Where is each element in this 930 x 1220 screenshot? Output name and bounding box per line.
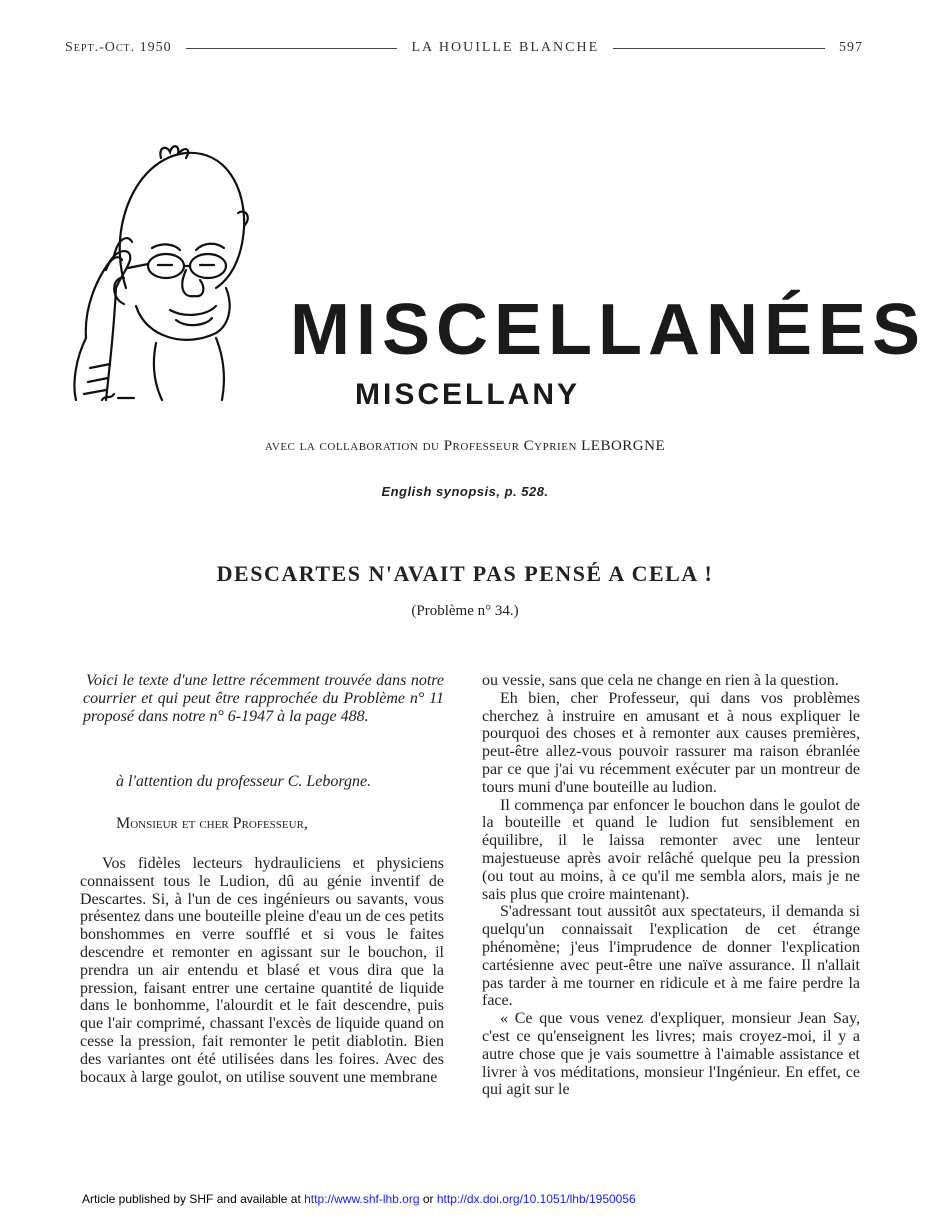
- body-paragraph-5: « Ce que vous venez d'expliquer, monsieur Jean Say, c'est ce qu'enseignent les livres; mais croyez-moi, il y a autre chose que je vais soumettre à l'aimable assistance et livrer à vos méditations, monsieur l'Ingénieur. En effet, ce qui agit sur le: [482, 1010, 860, 1099]
- doi-link[interactable]: http://dx.doi.org/10.1051/lhb/1950056: [436, 1192, 636, 1206]
- footer-middle: or: [419, 1192, 437, 1206]
- body-paragraph-4: S'adressant tout aussitôt aux spectateurs, il demanda si quelqu'un connaissait l'explication de cet étrange phénomène; j'eus l'imprudence de donner l'explication cartésienne avec peut-être une naïve assurance. Il n'allait pas tarder à me tourner en ridicule et à me faire perdre la face.: [482, 903, 860, 1010]
- continuation-paragraph: ou vessie, sans que cela ne change en rien à la question.: [482, 672, 839, 689]
- body-paragraph-3: Il commença par enfoncer le bouchon dans le goulot de la bouteille et quand le ludion fut sensiblement en équilibre, il le laissa remonter avec une lenteur majestueuse après avoir relâché quelque peu la pression (ou tout au moins, à ce qu'il me sembla alors, mais je ne sais plus que croire maintenant).: [482, 796, 860, 903]
- problem-number: (Problème n° 34.): [411, 603, 519, 619]
- header-rule-left: [186, 48, 398, 49]
- shf-link[interactable]: http://www.shf-lhb.org: [304, 1192, 420, 1206]
- collaboration-line: avec la collaboration du Professeur Cyprien LEBORGNE: [264, 438, 666, 454]
- page-number: 597: [839, 40, 863, 55]
- body-paragraph-2: Eh bien, cher Professeur, qui dans vos problèmes cherchez à instruire en amusant et à nous expliquer le pourquoi des choses et à remonter aux causes premières, peut-être allez-vous pouvoir rassurer ma raison ébranlée par ce que j'ai vu récemment exécuter par un montreur de tours muni d'une bouteille au ludion.: [482, 689, 860, 796]
- intro-paragraph: Voici le texte d'une lettre récemment trouvée dans notre courrier et qui peut être rapprochée du Problème n° 11 proposé dans notre n° 6-1947 à la page 488.: [83, 672, 444, 725]
- running-header: [65, 38, 863, 58]
- english-synopsis-note: English synopsis, p. 528.: [381, 484, 549, 499]
- body-paragraph-1: Vos fidèles lecteurs hydrauliciens et physiciens connaissent tous le Ludion, dû au génie inventif de Descartes. Si, à l'un de ces ingénieurs ou savants, vous présentez dans une bouteille pleine d'eau un de ces petits bonshommes en verre soufflé et si vous le faites descendre et remonter en agissant sur le bouchon, il prendra un air entendu et blasé et vous dira que la pression, faisant entrer une certaine quantité de liquide dans le bonhomme, l'alourdit et le fait descendre, puis que l'air comprimé, chassant l'excès de liquide quand on cesse la pression, fait remonter le petit diablotin. Bien des variantes ont été utilisées dans les foires. Avec des bocaux à large goulot, on utilise souvent une membrane: [80, 854, 444, 1086]
- professor-caricature-illustration: [66, 138, 266, 408]
- journal-name: LA HOUILLE BLANCHE: [411, 40, 600, 55]
- right-column: [482, 672, 860, 1099]
- section-title: MISCELLANÉES: [290, 290, 927, 370]
- attention-line: à l'attention du professeur C. Leborgne.: [116, 773, 372, 791]
- left-column: [80, 672, 444, 1086]
- publication-footer: [82, 1192, 882, 1206]
- issue-date: Sept.-Oct. 1950: [65, 40, 172, 55]
- section-subtitle: MISCELLANY: [355, 378, 580, 411]
- salutation: Monsieur et cher Professeur,: [116, 815, 308, 833]
- article-title: DESCARTES N'AVAIT PAS PENSÉ A CELA !: [216, 561, 714, 586]
- header-rule-right: [613, 48, 825, 49]
- footer-prefix: Article published by SHF and available at: [82, 1192, 305, 1206]
